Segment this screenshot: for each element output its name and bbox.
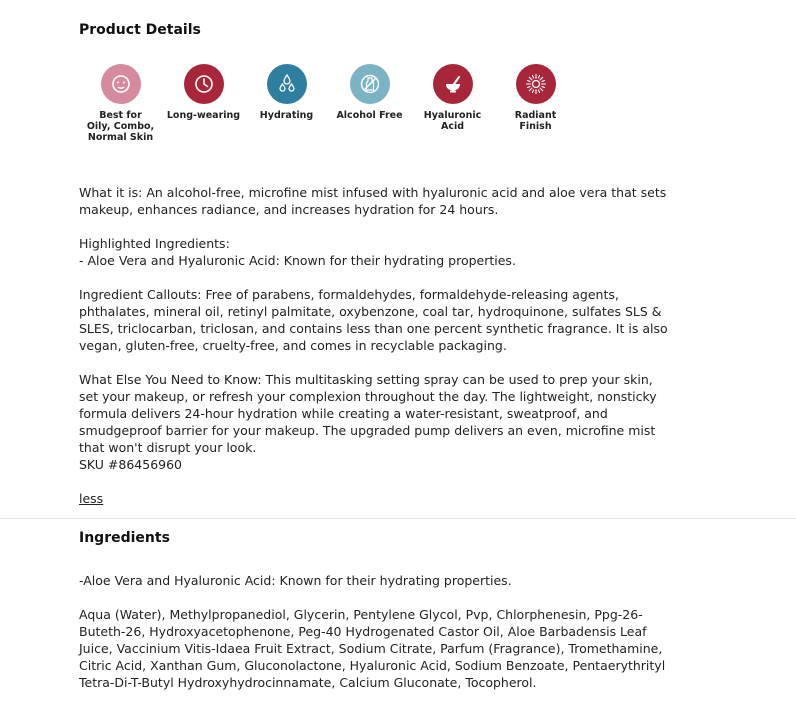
attribute-long-wearing — [162, 64, 245, 143]
section-divider — [0, 518, 796, 519]
what-else-text: What Else You Need to Know: This multitasking setting spray can be used to prep your skin, set your makeup, or refresh your complexion throughout the day. The lightweight, nonsticky formula delivers 24-hour hydration while creating a water-resistant, sweatproof, and smudgeproof barrier for your makeup. The upgraded pump delivers an even, microfine mist that won't disrupt your look. — [79, 372, 657, 455]
attribute-label: Radiant Finish — [514, 110, 557, 132]
attribute-label: Alcohol Free — [336, 110, 403, 121]
attribute-skin-type — [79, 64, 162, 143]
highlighted-ingredients-item: - Aloe Vera and Hyaluronic Acid: Known for their hydrating properties. — [79, 253, 516, 268]
attribute-label: Hyaluronic Acid — [423, 110, 482, 132]
section-title-ingredients: Ingredients — [79, 530, 170, 546]
face-icon — [101, 64, 141, 104]
attribute-hyaluronic-acid — [411, 64, 494, 143]
ingredients-list: Aqua (Water), Methylpropanediol, Glycerin, Pentylene Glycol, Pvp, Chlorphenesin, Ppg-26-Buteth-26, Hydroxyacetophenone, Peg-40 Hydrogenated Castor Oil, Aloe Barbadensis Leaf Juice, Vaccinium Vitis-Idaea Fruit Extract, Sodium Citrate, Parfum (Fragrance), Tromethamine, Citric Acid, Xanthan Gum, Gluconolactone, Hyaluronic Acid, Sodium Benzoate, Pentaerythrityl Tetra-Di-T-Butyl Hydroxyhydrocinnamate, Calcium Gluconate, Tocopherol. — [79, 607, 666, 690]
product-attribute-icons — [79, 64, 577, 143]
attribute-label: Long-wearing — [166, 110, 241, 121]
droplets-icon — [267, 64, 307, 104]
sparkle-icon — [516, 64, 556, 104]
what-it-is-text: What it is: An alcohol-free, microfine mist infused with hyaluronic acid and aloe vera that sets makeup, enhances radiance, and increases hydration for 24 hours. — [79, 185, 667, 217]
show-less-link[interactable]: less — [79, 491, 104, 506]
attribute-label: Hydrating — [259, 110, 314, 121]
attribute-alcohol-free — [328, 64, 411, 143]
no-alcohol-icon — [350, 64, 390, 104]
ingredient-callouts-text: Ingredient Callouts: Free of parabens, formaldehydes, formaldehyde-releasing agents, phthalates, mineral oil, retinyl palmitate, oxybenzone, coal tar, hydroquinone, sulfates SLS & SLES, triclocarban, triclosan, and contains less than one percent synthetic fragrance. It is also vegan, gluten-free, cruelty-free, and comes in recyclable packaging. — [79, 287, 668, 353]
product-details-body — [79, 184, 674, 473]
attribute-radiant-finish — [494, 64, 577, 143]
attribute-label: Best for Oily, Combo, Normal Skin — [86, 110, 155, 143]
ingredients-body — [79, 572, 669, 691]
attribute-hydrating — [245, 64, 328, 143]
ingredients-highlight: -Aloe Vera and Hyaluronic Acid: Known for their hydrating properties. — [79, 573, 512, 588]
section-title-product-details: Product Details — [79, 22, 201, 38]
clock-icon — [184, 64, 224, 104]
highlighted-ingredients-heading: Highlighted Ingredients: — [79, 236, 230, 251]
sku-text: SKU #86456960 — [79, 457, 183, 472]
mortar-pestle-icon — [433, 64, 473, 104]
